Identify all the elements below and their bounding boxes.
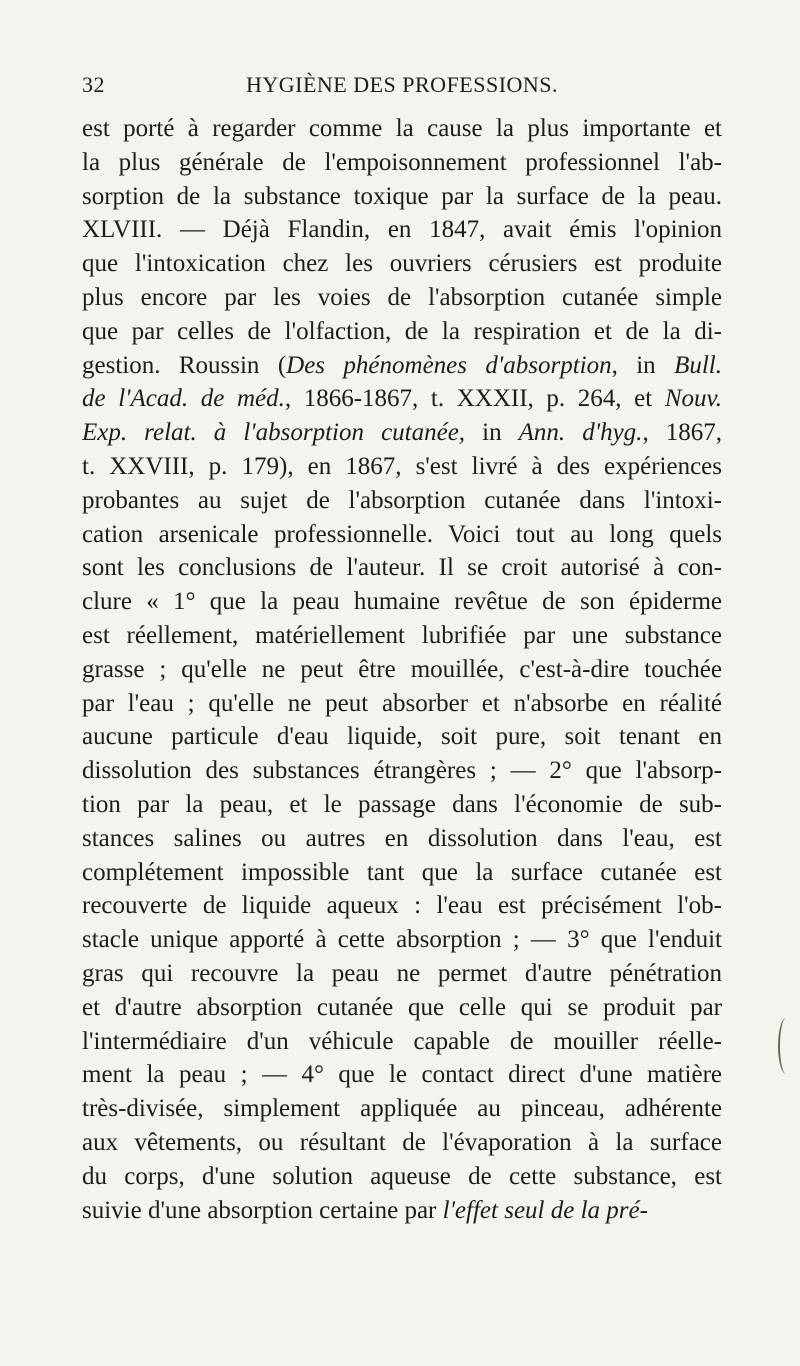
text-line: [82, 484, 722, 518]
italic-text-run: l'effet seul de la pré-: [442, 1196, 648, 1224]
text-run: suivie d'une absorption certaine par: [82, 1196, 443, 1224]
text-line: [82, 754, 722, 788]
text-run: aucune particule d'eau liquide, soit pure, soit tenant en: [82, 723, 722, 751]
text-run: dissolution des substances étrangères ; — 2° que l'absorp-: [82, 757, 722, 785]
text-run: la plus générale de l'empoisonnement professionnel l'ab-: [82, 148, 722, 176]
italic-text-run: Des phénomènes d'absorption: [286, 351, 612, 379]
text-line: [82, 180, 722, 214]
text-run: in: [465, 419, 519, 447]
text-run: l'intermédiaire d'un véhicule capable de mouiller réelle-: [82, 1027, 722, 1055]
text-run: clure « 1° que la peau humaine revêtue de son épiderme: [82, 588, 722, 616]
body-text: [82, 112, 722, 1227]
text-run: , in: [611, 351, 675, 379]
page-header: [82, 72, 722, 102]
text-run: stacle unique apporté à cette absorption ; — 3° que l'enduit: [82, 926, 722, 954]
text-line: [82, 687, 722, 721]
text-line: [82, 720, 722, 754]
text-line: [82, 247, 722, 281]
text-line: [82, 585, 722, 619]
margin-mark: [778, 1018, 794, 1074]
text-run: , 1866-1867, t. XXXII, p. 264, et: [284, 385, 665, 413]
text-line: [82, 822, 722, 856]
text-run: sorption de la substance toxique par la surface de la peau.: [82, 182, 722, 210]
italic-text-run: Ann. d'hyg.: [518, 419, 643, 447]
text-line: [82, 619, 722, 653]
text-line: [82, 957, 722, 991]
text-run: par l'eau ; qu'elle ne peut absorber et n'absorbe en réalité: [82, 689, 722, 717]
text-line: [82, 1025, 722, 1059]
text-line: [82, 889, 722, 923]
text-run: gras qui recouvre la peau ne permet d'autre pénétration: [82, 959, 722, 987]
text-run: , 1867,: [642, 419, 722, 447]
text-run: probantes au sujet de l'absorption cutanée dans l'intoxi-: [82, 486, 722, 514]
text-run: que l'intoxication chez les ouvriers cérusiers est produite: [82, 250, 722, 278]
text-run: que par celles de l'olfaction, de la respiration et de la di-: [82, 317, 722, 345]
text-run: stances salines ou autres en dissolution dans l'eau, est: [82, 824, 722, 852]
text-line: [82, 146, 722, 180]
text-line: [82, 653, 722, 687]
text-line: [82, 856, 722, 890]
italic-text-run: Bull.: [674, 351, 722, 379]
text-run: gestion. Roussin (: [82, 351, 287, 379]
text-line: [82, 315, 722, 349]
text-line: [82, 112, 722, 146]
text-line: [82, 518, 722, 552]
text-run: est réellement, matériellement lubrifiée par une substance: [82, 621, 722, 649]
text-run: plus encore par les voies de l'absorption cutanée simple: [82, 283, 722, 311]
text-run: recouverte de liquide aqueux : l'eau est précisément l'ob-: [82, 892, 722, 920]
text-run: ment la peau ; — 4° que le contact direct d'une matière: [82, 1061, 722, 1089]
text-line: [82, 213, 722, 247]
text-line: [82, 450, 722, 484]
text-run: très-divisée, simplement appliquée au pinceau, adhérente: [82, 1095, 722, 1123]
text-line: [82, 349, 722, 383]
page-number: 32: [82, 72, 105, 97]
text-run: tion par la peau, et le passage dans l'économie de sub-: [82, 790, 722, 818]
text-line: [82, 551, 722, 585]
text-run: est porté à regarder comme la cause la plus importante et: [82, 115, 722, 142]
italic-text-run: Exp. relat. à l'absorption cutanée,: [82, 419, 466, 447]
text-run: sont les conclusions de l'auteur. Il se croit autorisé à con-: [82, 554, 722, 582]
text-line: [82, 1160, 722, 1194]
italic-text-run: Nouv.: [664, 385, 722, 413]
text-run: grasse ; qu'elle ne peut être mouillée, c'est-à-dire touchée: [82, 655, 722, 683]
text-run: aux vêtements, ou résultant de l'évaporation à la surface: [82, 1128, 722, 1156]
text-line: [82, 1194, 722, 1228]
text-line: [82, 1126, 722, 1160]
text-run: XLVIII. — Déjà Flandin, en 1847, avait émis l'opinion: [82, 216, 722, 244]
running-head: HYGIÈNE DES PROFESSIONS.: [245, 72, 559, 97]
text-run: du corps, d'une solution aqueuse de cette substance, est: [82, 1162, 722, 1190]
text-line: [82, 1058, 722, 1092]
text-line: [82, 991, 722, 1025]
italic-text-run: de l'Acad. de méd.: [82, 385, 285, 413]
text-line: [82, 788, 722, 822]
text-line: [82, 281, 722, 315]
text-line: [82, 382, 722, 416]
text-line: [82, 923, 722, 957]
text-run: cation arsenicale professionnelle. Voici tout au long quels: [82, 520, 722, 548]
text-run: t. XXVIII, p. 179), en 1867, s'est livré à des expériences: [82, 452, 722, 480]
text-run: complétement impossible tant que la surface cutanée est: [82, 858, 722, 886]
text-run: et d'autre absorption cutanée que celle qui se produit par: [82, 993, 722, 1021]
text-line: [82, 416, 722, 450]
text-line: [82, 1092, 722, 1126]
